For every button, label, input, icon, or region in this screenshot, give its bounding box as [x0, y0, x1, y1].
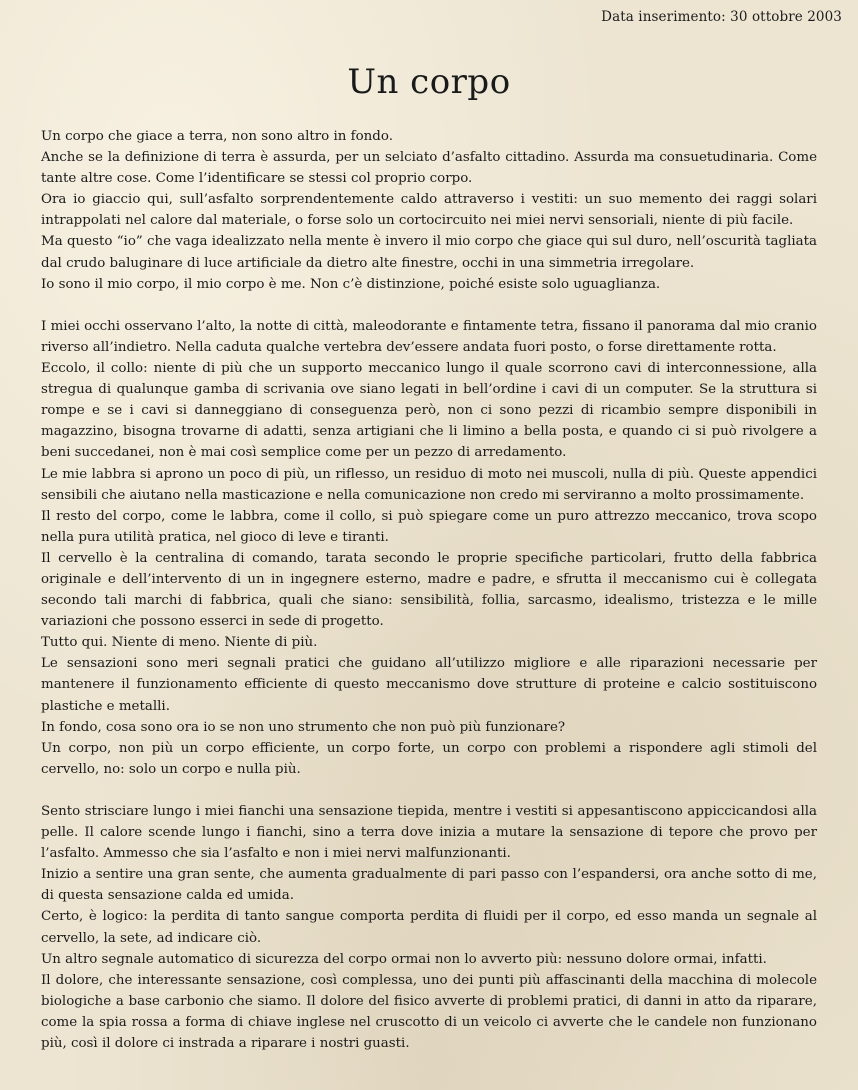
paragraph: Il cervello è la centralina di comando, tarata secondo le proprie specifiche particolari, frutto della fabbrica originale e dell’intervento di un in ingegnere esterno, madre e padre, e sfrutta il meccanismo cui è collegata secondo tali marchi di fabbrica, quali che siano: sensibilità, follia, sarcasmo, idealismo, tristezza e le mille variazioni che possono esserci in sede di progetto. [41, 550, 817, 630]
paragraph: Tutto qui. Niente di meno. Niente di più. [41, 635, 318, 651]
paragraph: Sento strisciare lungo i miei fianchi una sensazione tiepida, mentre i vestiti si appesantiscono appiccicandosi alla pelle. Il calore scende lungo i fianchi, sino a terra dove inizia a mutare la sensazione di tepore che provo per l’asfalto. Ammesso che sia l’asfalto e non i miei nervi malfunzionanti. [41, 804, 817, 862]
paragraph: Inizio a sentire una gran sente, che aumenta gradualmente di pari passo con l’espandersi, ora anche sotto di me, di questa sensazione calda ed umida. [41, 867, 817, 904]
paragraph: Ora io giaccio qui, sull’asfalto sorprendentemente caldo attraverso i vestiti: un suo memento dei raggi solari intrappolati nel calore dal materiale, o forse solo un cortocircuito nei miei nervi sensoriali, niente di più facile. [41, 192, 817, 229]
paragraph: Le mie labbra si aprono un poco di più, un riflesso, un residuo di moto nei muscoli, nulla di più. Queste appendici sensibili che aiutano nella masticazione e nella comunicazione non credo mi serviranno a molto prossimamente. [41, 466, 817, 503]
paragraph: Un corpo che giace a terra, non sono altro in fondo. [41, 129, 393, 144]
paragraph-break [41, 780, 817, 801]
paragraph: Le sensazioni sono meri segnali pratici che guidano all’utilizzo migliore e alle riparazioni necessarie per mantenere il funzionamento efficiente di questo meccanismo dove strutture di proteine e calcio sostituiscono plastiche e metalli. [41, 656, 817, 714]
paragraph: Il resto del corpo, come le labbra, come il collo, si può spiegare come un puro attrezzo meccanico, trova scopo nella pura utilità pratica, nel gioco di leve e tiranti. [41, 508, 817, 545]
paragraph: Anche se la definizione di terra è assurda, per un selciato d’asfalto cittadino. Assurda ma consuetudinaria. Come tante altre cose. Come l’identificare se stessi col proprio corpo. [41, 150, 817, 187]
paragraph: Certo, è logico: la perdita di tanto sangue comporta perdita di fluidi per il corpo, ed esso manda un segnale al cervello, la sete, ad indicare ciò. [41, 909, 817, 946]
paragraph: Un corpo, non più un corpo efficiente, un corpo forte, un corpo con problemi a rispondere agli stimoli del cervello, no: solo un corpo e nulla più. [41, 740, 817, 777]
paragraph: Ma questo “io” che vaga idealizzato nella mente è invero il mio corpo che giace qui sul duro, nell’oscurità tagliata dal crudo baluginare di luce artificiale da dietro alte finestre, occhi in una simmetria irregolare. [41, 234, 817, 271]
paragraph: Un altro segnale automatico di sicurezza del corpo ormai non lo avverto più: nessuno dolore ormai, infatti. [41, 951, 767, 967]
page-title: Un corpo [347, 62, 511, 102]
insertion-date: Data inserimento: 30 ottobre 2003 [601, 9, 842, 25]
paragraph-break [41, 295, 817, 316]
paragraph: Il dolore, che interessante sensazione, così complessa, uno dei punti più affascinanti della macchina di molecole biologiche a base carbonio che siamo. Il dolore del fisico avverte di problemi pratici, di danni in atto da riparare, come la spia rossa a forma di chiave inglese nel cruscotto di un veicolo ci avverte che le candele non funzionano più, così il dolore ci instrada a riparare i nostri guasti. [41, 972, 817, 1052]
paragraph: Eccolo, il collo: niente di più che un supporto meccanico lungo il quale scorrono cavi di interconnessione, alla stregua di qualunque gamba di scrivania ove siano legati in bell’ordine i cavi di un computer. Se la struttura si rompe e se i cavi si danneggiano di conseguenza però, non ci sono pezzi di ricambio sempre disponibili in magazzino, bisogna trovarne di adatti, senza artigiani che li limino a bella posta, e quando ci si può rivolgere a beni succedanei, non è mai così semplice come per un pezzo di arredamento. [41, 361, 817, 461]
article-body [41, 126, 817, 1054]
paragraph: Io sono il mio corpo, il mio corpo è me. Non c’è distinzione, poiché esiste solo uguaglianza. [41, 276, 661, 292]
paragraph: In fondo, cosa sono ora io se non uno strumento che non può più funzionare? [41, 719, 566, 735]
paragraph: I miei occhi osservano l’alto, la notte di città, maleodorante e fintamente tetra, fissano il panorama dal mio cranio riverso all’indietro. Nella caduta qualche vertebra dev’essere andata fuori posto, o forse direttamente rotta. [41, 318, 817, 355]
